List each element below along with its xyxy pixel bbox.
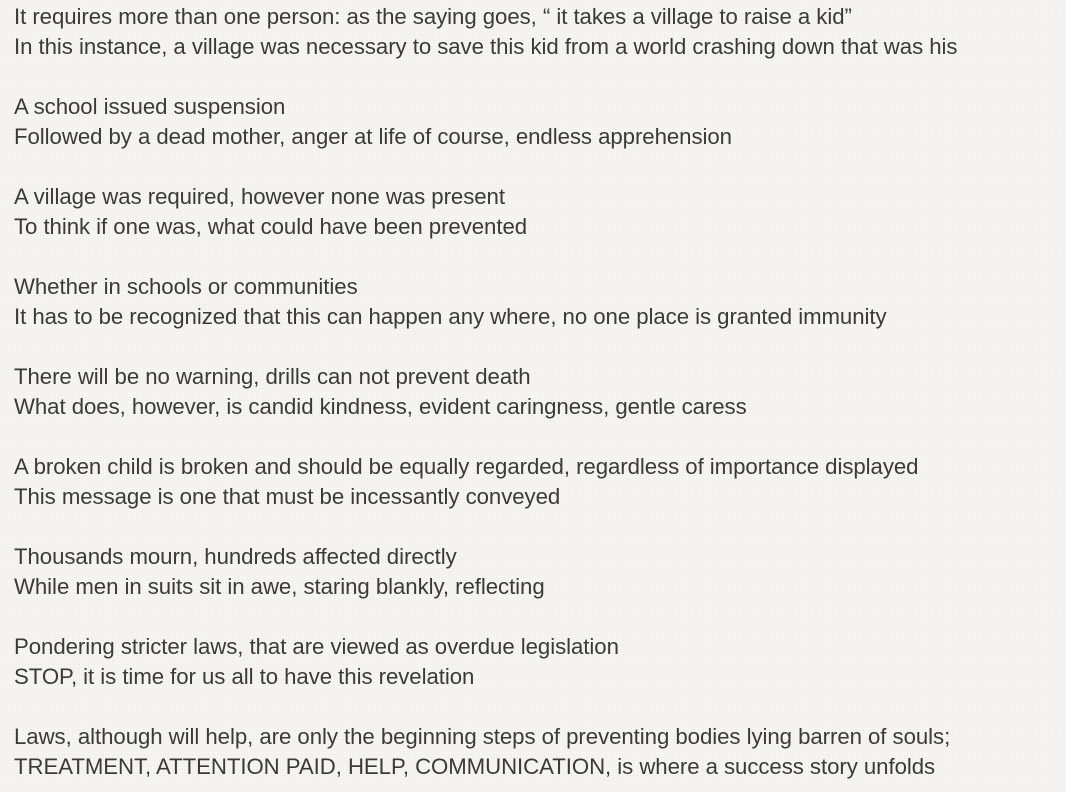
stanza-7 [14, 542, 1066, 602]
poem-line: Pondering stricter laws, that are viewed as overdue legislation [14, 634, 619, 659]
stanza-2 [14, 92, 1066, 152]
poem-line: What does, however, is candid kindness, evident caringness, gentle caress [14, 394, 747, 419]
poem-line: It requires more than one person: as the saying goes, “ it takes a village to raise a kid” [14, 4, 852, 29]
poem-line: Thousands mourn, hundreds affected directly [14, 544, 457, 569]
stanza-8 [14, 632, 1066, 692]
poem-line: STOP, it is time for us all to have this revelation [14, 664, 475, 689]
poem-line: To think if one was, what could have been prevented [14, 214, 528, 239]
poem-line: A school issued suspension [14, 94, 286, 119]
stanza-6 [14, 452, 1066, 512]
stanza-4 [14, 272, 1066, 332]
poem-line: Whether in schools or communities [14, 274, 358, 299]
stanza-5 [14, 362, 1066, 422]
stanza-1 [14, 2, 1066, 62]
stanza-9 [14, 722, 1066, 782]
poem-line: This message is one that must be incessantly conveyed [14, 484, 561, 509]
poem-line: Followed by a dead mother, anger at life of course, endless apprehension [14, 124, 732, 149]
poem-line: Laws, although will help, are only the beginning steps of preventing bodies lying barren of souls; [14, 724, 951, 749]
poem-line: While men in suits sit in awe, staring blankly, reflecting [14, 574, 545, 599]
poem-line: There will be no warning, drills can not prevent death [14, 364, 531, 389]
poem-line: It has to be recognized that this can happen any where, no one place is granted immunity [14, 304, 887, 329]
poem-line: In this instance, a village was necessary to save this kid from a world crashing down that was his [14, 34, 958, 59]
poem-line: A broken child is broken and should be equally regarded, regardless of importance displayed [14, 454, 919, 479]
stanza-3 [14, 182, 1066, 242]
poem-line: TREATMENT, ATTENTION PAID, HELP, COMMUNICATION, is where a success story unfolds [14, 754, 936, 779]
poem-line: A village was required, however none was present [14, 184, 505, 209]
